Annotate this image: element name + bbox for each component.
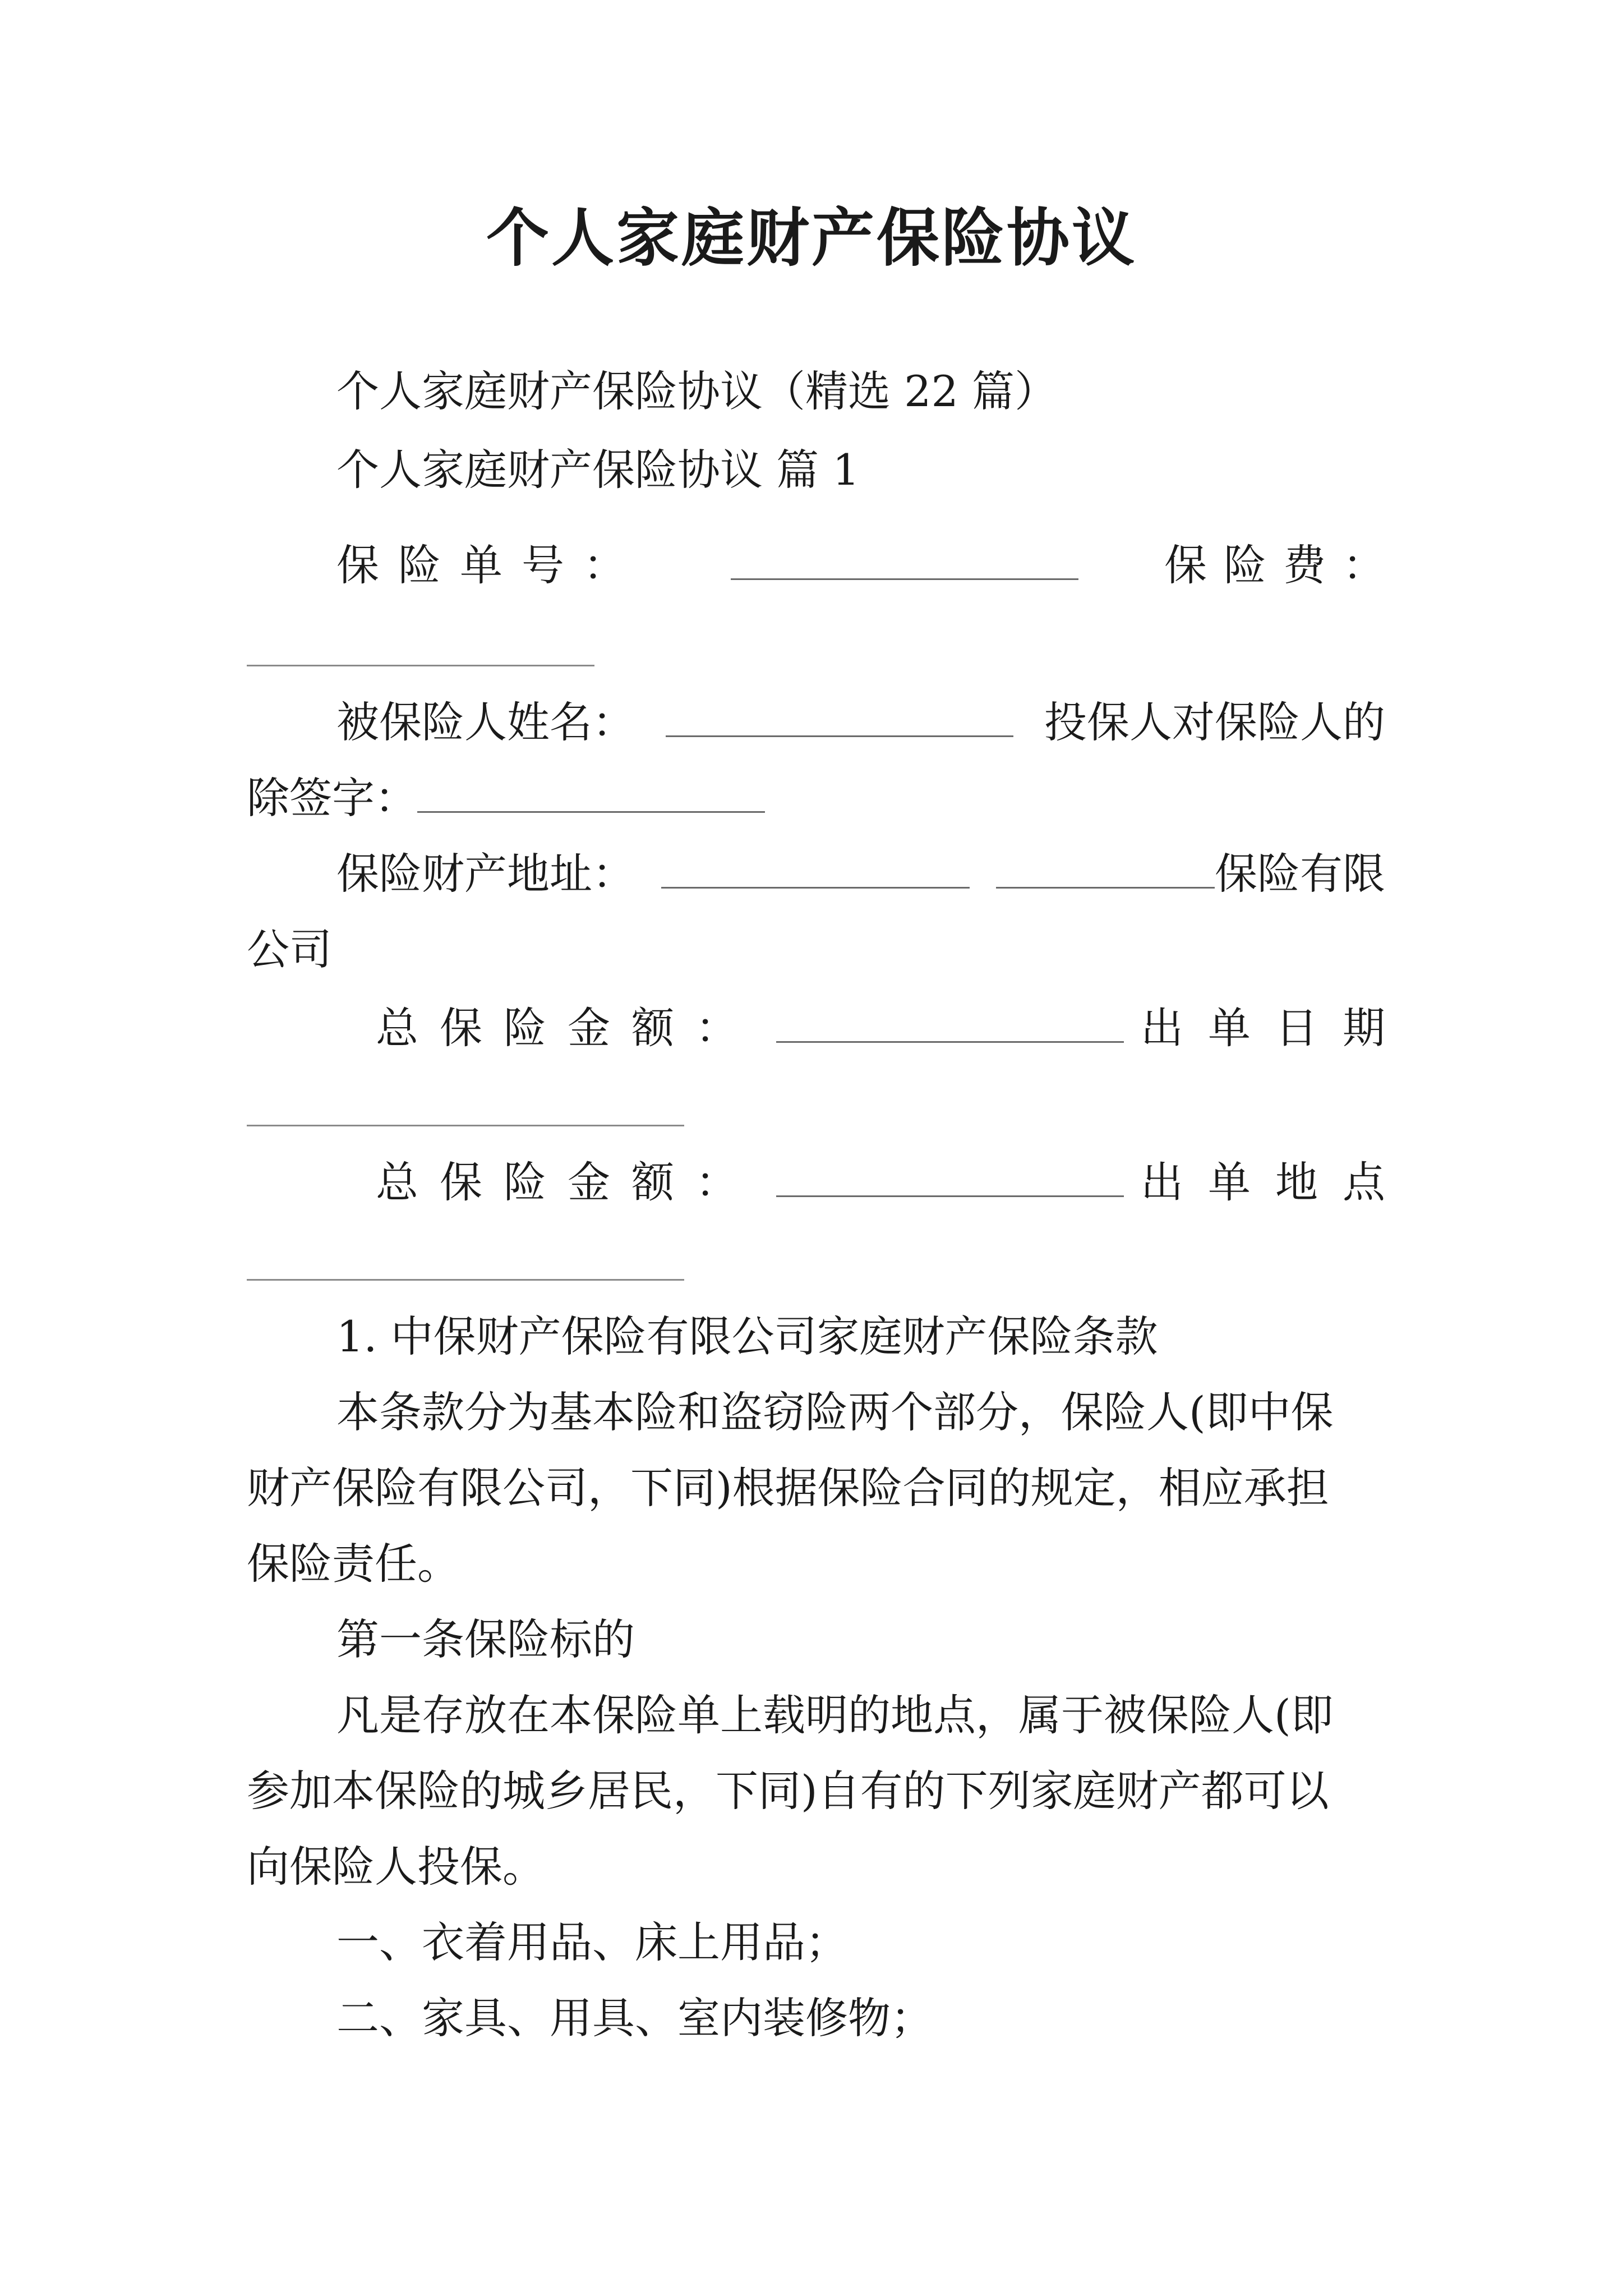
issue-date-label: 出单日期: [1141, 1003, 1410, 1053]
holder-signature-row: [247, 771, 1385, 825]
article-1-title: 第一条保险标的: [336, 1614, 635, 1664]
list-item-1: 一、衣着用品、床上用品；: [336, 1917, 848, 1967]
holder-signature-blank: [417, 772, 765, 813]
paragraph-1-line-3: 保险责任。: [247, 1539, 460, 1589]
holder-signature-label-b: 除签字：: [247, 773, 417, 823]
holder-signature-label-a: 投保人对保险人的: [1044, 697, 1385, 747]
paragraph-2-line-3: 向保险人投保。: [247, 1842, 545, 1892]
total-amount-blank-2: [776, 1156, 1124, 1197]
premium-blank: [247, 665, 594, 666]
paragraph-2-line-1: 凡是存放在本保险单上载明的地点，属于被保险人(即: [336, 1690, 1334, 1740]
total-amount-row-2: [336, 1156, 1410, 1209]
issue-date-blank: [247, 1125, 684, 1126]
premium-label: 保险费：: [1164, 540, 1402, 590]
document-subtitle: 个人家庭财产保险协议（精选 22 篇）: [336, 366, 1058, 416]
policy-number-blank: [731, 539, 1078, 580]
clause-title: 1. 中保财产保险有限公司家庭财产保险条款: [336, 1312, 1158, 1361]
company-name-blank: [996, 848, 1215, 889]
insured-name-blank: [666, 696, 1013, 737]
total-amount-label-2: 总保险金额：: [376, 1157, 759, 1207]
paragraph-1-line-2: 财产保险有限公司，下同)根据保险合同的规定，相应承担: [247, 1463, 1329, 1513]
insured-name-label: 被保险人姓名：: [336, 697, 635, 747]
policy-number-label: 保险单号：: [336, 540, 645, 590]
policy-number-row: [336, 539, 1402, 592]
total-amount-row: [336, 1001, 1410, 1055]
document-title: 个人家庭财产保险协议: [486, 201, 1137, 275]
address-row: [336, 847, 1385, 901]
paragraph-1-line-1: 本条款分为基本险和盗窃险两个部分，保险人(即中保: [336, 1387, 1334, 1437]
section-heading: 个人家庭财产保险协议 篇 1: [336, 445, 860, 495]
insured-name-row: [336, 696, 1385, 749]
issue-place-blank: [247, 1279, 684, 1281]
list-item-2: 二、家具、用具、室内装修物；: [336, 1993, 933, 2043]
total-amount-label: 总保险金额：: [376, 1003, 759, 1053]
paragraph-2-line-2: 参加本保险的城乡居民，下同)自有的下列家庭财产都可以: [247, 1766, 1329, 1816]
issue-place-label: 出单地点: [1141, 1157, 1410, 1207]
company-suffix-b: 公司: [247, 924, 332, 974]
address-blank: [661, 848, 970, 889]
total-amount-blank: [776, 1002, 1124, 1043]
address-label: 保险财产地址：: [336, 849, 635, 899]
company-suffix-a: 保险有限: [1215, 849, 1385, 899]
